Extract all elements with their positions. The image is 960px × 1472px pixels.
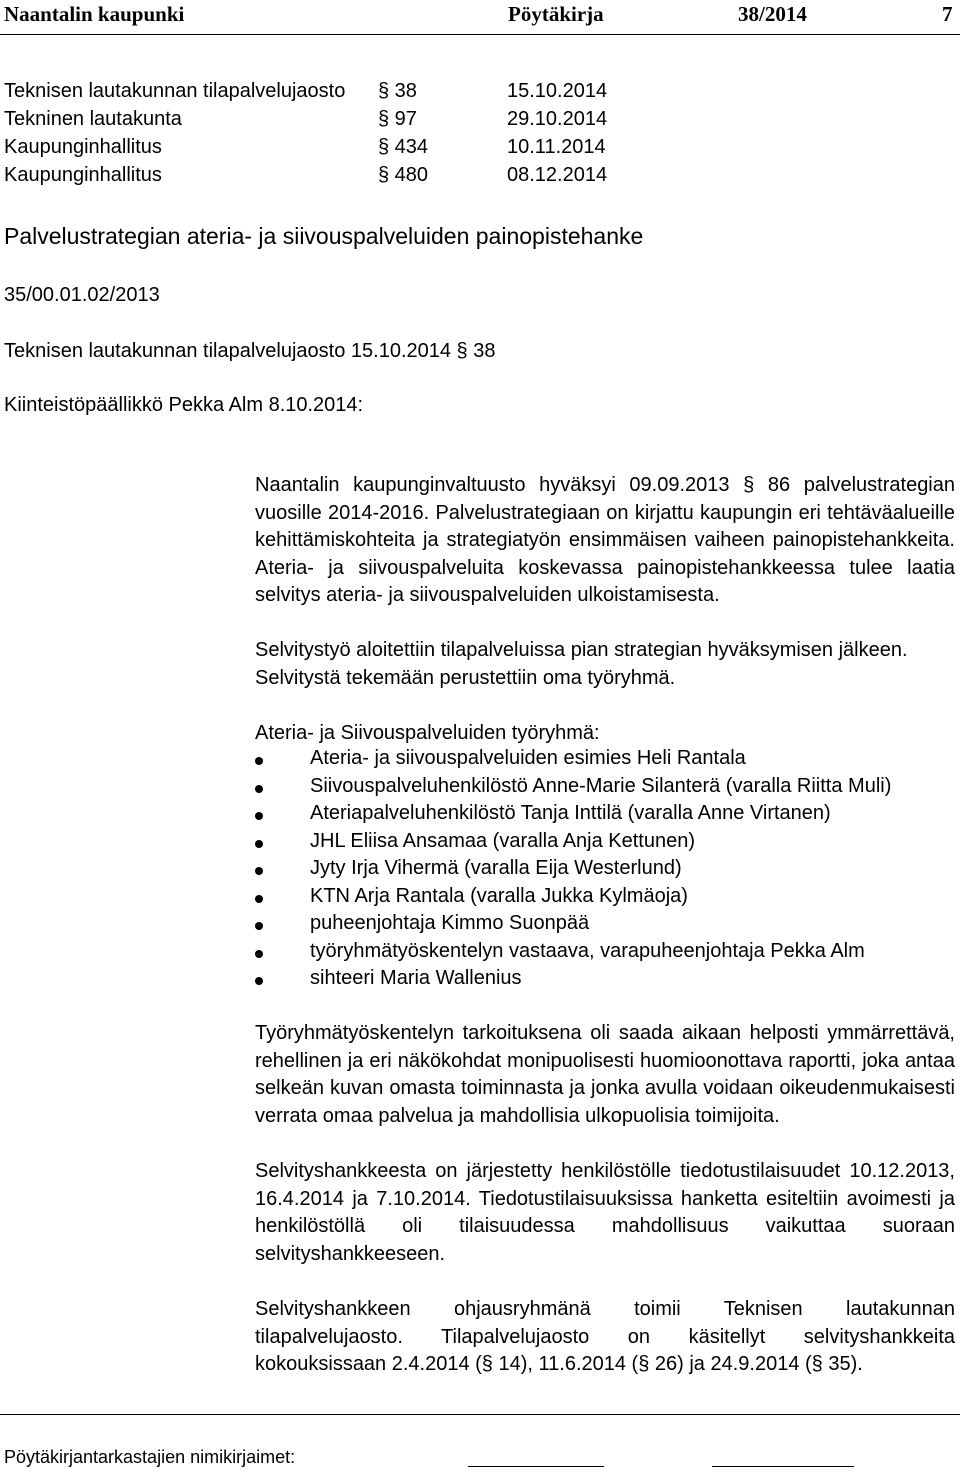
bullet-icon: [255, 812, 263, 820]
document-number: 38/2014: [738, 2, 807, 26]
paragraph-text: Selvityshankkeesta on järjestetty henkilöstölle tiedotustilaisuudet 10.12.2013, 16.4.2014 ja 7.10.2014. Tiedotustilaisuuksissa hanketta esiteltiin avoimesti ja henkilöstöllä oli tilaisuudessa mahdollisuus vaikuttaa suoraan selvityshankkeeseen.: [255, 1160, 955, 1265]
page-header: [0, 2, 960, 26]
document-type: Pöytäkirja: [508, 2, 604, 26]
group-heading-block: [255, 720, 955, 748]
diary-number: 35/00.01.02/2013: [4, 284, 160, 306]
meeting-body: Teknisen lautakunnan tilapalvelujaosto: [4, 80, 346, 102]
city-name: Naantalin kaupunki: [4, 2, 185, 26]
signature-line-1: [468, 1466, 604, 1467]
body-paragraph-4: [255, 1158, 955, 1268]
body-paragraph-3: [255, 1020, 955, 1130]
paragraph-text: Selvitystyö aloitettiin tilapalveluissa pian strategian hyväksymisen jälkeen. Selvitystä tekemään perustettiin oma työryhmä.: [255, 639, 908, 689]
paragraph-text: Työryhmätyöskentelyn tarkoituksena oli saada aikaan helposti ymmärrettävä, rehellinen ja eri näkökohdat monipuolisesti huomioonottava raportti, joka antaa selkeän kuvan omasta toiminnasta ja jonka avulla voidaan oikeudenmukaisesti verrata omaa palvelua ja mahdollisia ulkopuolisia toimijoita.: [255, 1022, 955, 1127]
preparer-line-meeting: Teknisen lautakunnan tilapalvelujaosto 15.10.2014 § 38: [4, 340, 496, 362]
meeting-section: § 434: [378, 136, 429, 158]
paragraph-text: Naantalin kaupunginvaltuusto hyväksyi 09.09.2013 § 86 palvelustrategian vuosille 2014-2016. Palvelustrategiaan on kirjattu kaupungin eri tehtäväalueille kehittämiskohteita ja strategiatyön ensimmäisen vaiheen painopistehankkeita. Ateria- ja siivouspalveluita koskevassa painopistehankkeessa tulee laatia selvitys ateria- ja siivouspalveluiden ulkoistamisesta.: [255, 474, 955, 606]
bullet-icon: [255, 950, 263, 958]
footer-label: Pöytäkirjantarkastajien nimikirjaimet:: [4, 1447, 296, 1467]
meeting-date: 29.10.2014: [507, 108, 608, 130]
group-heading: Ateria- ja Siivouspalveluiden työryhmä:: [255, 722, 600, 744]
body-paragraph-2: [255, 637, 955, 692]
header-rule: [0, 34, 960, 35]
meeting-section: § 97: [378, 108, 417, 130]
bullet-icon: [255, 867, 263, 875]
meeting-section: § 38: [378, 80, 417, 102]
meeting-body: Kaupunginhallitus: [4, 164, 162, 186]
preparer-line-author: Kiinteistöpäällikkö Pekka Alm 8.10.2014:: [4, 394, 364, 416]
page-number: 7: [942, 2, 953, 26]
footer-rule: [0, 1414, 960, 1415]
meeting-date: 10.11.2014: [507, 136, 606, 158]
body-paragraph-1: [255, 472, 955, 610]
bullet-icon: [255, 922, 263, 930]
signature-line-2: [712, 1466, 854, 1467]
meeting-date: 15.10.2014: [507, 80, 608, 102]
bullet-icon: [255, 977, 263, 985]
paragraph-text: Selvityshankkeen ohjausryhmänä toimii Teknisen lautakunnan tilapalvelujaosto. Tilapalvelujaosto on käsitellyt selvityshankkeita kokouksissaan 2.4.2014 (§ 14), 11.6.2014 (§ 26) ja 24.9.2014 (§ 35).: [255, 1298, 955, 1375]
document-title: Palvelustrategian ateria- ja siivouspalveluiden painopistehanke: [4, 223, 644, 249]
meeting-section: § 480: [378, 164, 429, 186]
body-paragraph-5: [255, 1296, 955, 1379]
bullet-icon: [255, 785, 263, 793]
meeting-body: Kaupunginhallitus: [4, 136, 162, 158]
meeting-body: Tekninen lautakunta: [4, 108, 182, 130]
meeting-date: 08.12.2014: [507, 164, 608, 186]
bullet-icon: [255, 895, 263, 903]
bullet-icon: [255, 757, 263, 765]
bullet-icon: [255, 840, 263, 848]
